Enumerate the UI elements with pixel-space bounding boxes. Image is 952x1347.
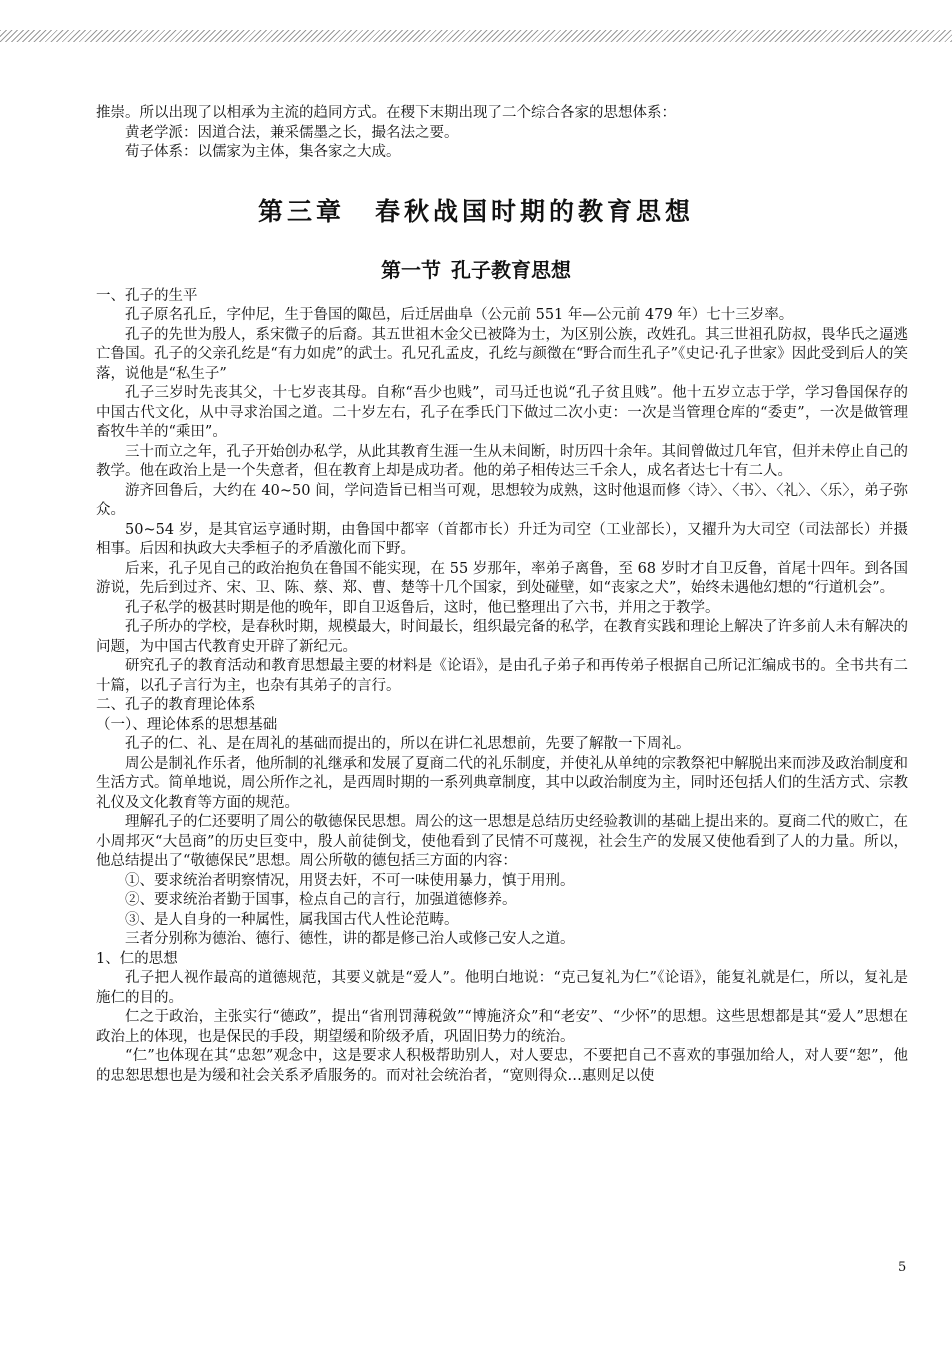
section-title: [0, 257, 952, 287]
paragraph: 孔子把人视作最高的道德规范，其要义就是“爱人”。他明白地说：“克己复礼为仁”《论语》，能复礼就是仁，所以，复礼是施仁的目的。: [96, 970, 908, 1006]
paragraph: 50~54 岁，是其官运亨通时期，由鲁国中都宰（首都市长）升迁为司空（工业部长），又擢升为大司空（司法部长）并摄相事。后因和执政大夫季桓子的矛盾激化而下野。: [96, 521, 908, 557]
paragraph: 游齐回鲁后，大约在 40~50 间，学问造旨已相当可观，思想较为成熟，这时他退而修〈诗〉、〈书〉、〈礼〉、〈乐〉，弟子弥众。: [96, 482, 908, 518]
paragraph: 研究孔子的教育活动和教育思想最主要的材料是《论语》，是由孔子弟子和再传弟子根据自己所记汇编成书的。全书共有二十篇，以孔子言行为主，也杂有其弟子的言行。: [96, 658, 908, 694]
paragraph: 三十而立之年，孔子开始创办私学，从此其教育生涯一生从未间断，时历四十余年。其间曾做过几年官，但并未停止自己的教学。他在政治上是一个失意者，但在教育上却是成功者。他的弟子相传达三千余人，成名者达七十有二人。: [96, 443, 908, 479]
paragraph: “仁”也体现在其“忠恕”观念中，这是要求人积极帮助别人，对人要忠，不要把自己不喜欢的事强加给人，对人要“恕”，他的忠恕思想也是为缓和社会关系矛盾服务的。而对社会统治者，“宽则得众…惠则足以使: [96, 1048, 908, 1084]
page-content: [96, 104, 908, 1086]
list-item: ②、要求统治者勤于国事，检点自己的言行，加强道德修养。: [125, 892, 517, 908]
paragraph: 理解孔子的仁还要明了周公的敬德保民思想。周公的这一思想是总结历史经验教训的基础上提出来的。夏商二代的败亡，在小周邦灭“大邑商”的历史巨变中，殷人前徒倒戈，使他看到了民情不可蔑视，社会生产的发展又使他看到了人的力量。所以，他总结提出了“敬德保民”思想。周公所敬的德包括三方面的内容：: [96, 814, 908, 869]
paragraph: 仁之于政治，主张实行“德政”，提出“省刑罚薄税敛”“博施济众”和“老安”、“少怀”的思想。这些思想都是其“爱人”思想在政治上的体现，也是保民的手段，期望缓和阶级矛盾，巩固旧势力的统治。: [96, 1009, 908, 1045]
chapter-number: 第三章: [257, 196, 345, 226]
paragraph: 后来，孔子见自己的政治抱负在鲁国不能实现，在 55 岁那年，率弟子离鲁，至 68 岁时才自卫反鲁，首尾十四年。到各国游说，先后到过齐、宋、卫、陈、蔡、郑、曹、楚等十几个国家，到处碰壁，如“丧家之犬”，始终未遇他幻想的“行道机会”。: [96, 560, 908, 596]
intro-item-xunzi: 荀子体系：以儒家为主体，集各家之大成。: [125, 144, 401, 160]
paragraph: 孔子的先世为殷人，系宋微子的后裔。其五世祖木金父已被降为士，为区别公族，改姓孔。其三世祖孔防叔，畏华氏之逼逃亡鲁国。孔子的父亲孔纥是“有力如虎”的武士。孔兄孔孟皮，孔纥与颜徵在“野合而生孔子”《史记·孔子世家》因此受到后人的笑落，说他是“私生子”: [96, 326, 908, 382]
list-item: ③、是人自身的一种属性，属我国古代人性论范畴。: [125, 911, 459, 928]
heading-theory-system: 二、孔子的教育理论体系: [96, 697, 256, 713]
section-number: 第一节: [381, 257, 441, 282]
intro-item-huanglao: 黄老学派：因道合法，兼采儒墨之长，撮名法之要。: [125, 124, 459, 141]
heading-ren: 1、仁的思想: [96, 950, 178, 967]
paragraph: 孔子三岁时先丧其父，十七岁丧其母。自称“吾少也贱”，司马迁也说“孔子贫且贱”。他十五岁立志于学，学习鲁国保存的中国古代文化，从中寻求治国之道。二十岁左右，孔子在季氏门下做过二次小吏：一次是当管理仓库的“委吏”，一次是做管理畜牧牛羊的“乘田”。: [96, 385, 908, 440]
header-pattern-band: [0, 30, 952, 42]
section-title-text: 孔子教育思想: [451, 257, 571, 282]
paragraph: 三者分别称为德治、德行、德性，讲的都是修己治人或修己安人之道。: [125, 931, 575, 947]
paragraph: 孔子私学的极甚时期是他的晚年，即自卫返鲁后，这时，他已整理出了六书，并用之于教学。: [125, 599, 720, 616]
chapter-title-text: 春秋战国时期的教育思想: [375, 196, 695, 226]
paragraph: 孔子原名孔丘，字仲尼，生于鲁国的陬邑，后迁居曲阜（公元前 551 年—公元前 479 年）七十三岁率。: [125, 307, 794, 323]
subheading-foundation: （一）、理论体系的思想基础: [96, 716, 278, 733]
page-number: 5: [898, 1260, 907, 1275]
paragraph: 孔子的仁、礼、是在周礼的基础而提出的，所以在讲仁礼思想前，先要了解散一下周礼。: [125, 736, 691, 752]
chapter-title: [0, 163, 952, 257]
paragraph: 孔子所办的学校，是春秋时期，规模最大，时间最长，组织最完备的私学，在教育实践和理论上解决了许多前人未有解决的问题，为中国古代教育史开辟了新纪元。: [96, 619, 908, 655]
list-item: ①、要求统治者明察情况，用贤去奸，不可一味使用暴力，慎于用刑。: [125, 872, 575, 889]
intro-paragraph: 推崇。所以出现了以相承为主流的趋同方式。在稷下末期出现了二个综合各家的思想体系：: [96, 105, 676, 121]
heading-life: 一、孔子的生平: [96, 287, 198, 304]
paragraph: 周公是制礼作乐者，他所制的礼继承和发展了夏商二代的礼乐制度，并使礼从单纯的宗教祭祀中解脱出来而涉及政治制度和生活方式。简单地说，周公所作之礼，是西周时期的一系列典章制度，其中以政治制度为主，同时还包括人们的生活方式、宗教礼仪及文化教育等方面的规范。: [96, 755, 908, 811]
